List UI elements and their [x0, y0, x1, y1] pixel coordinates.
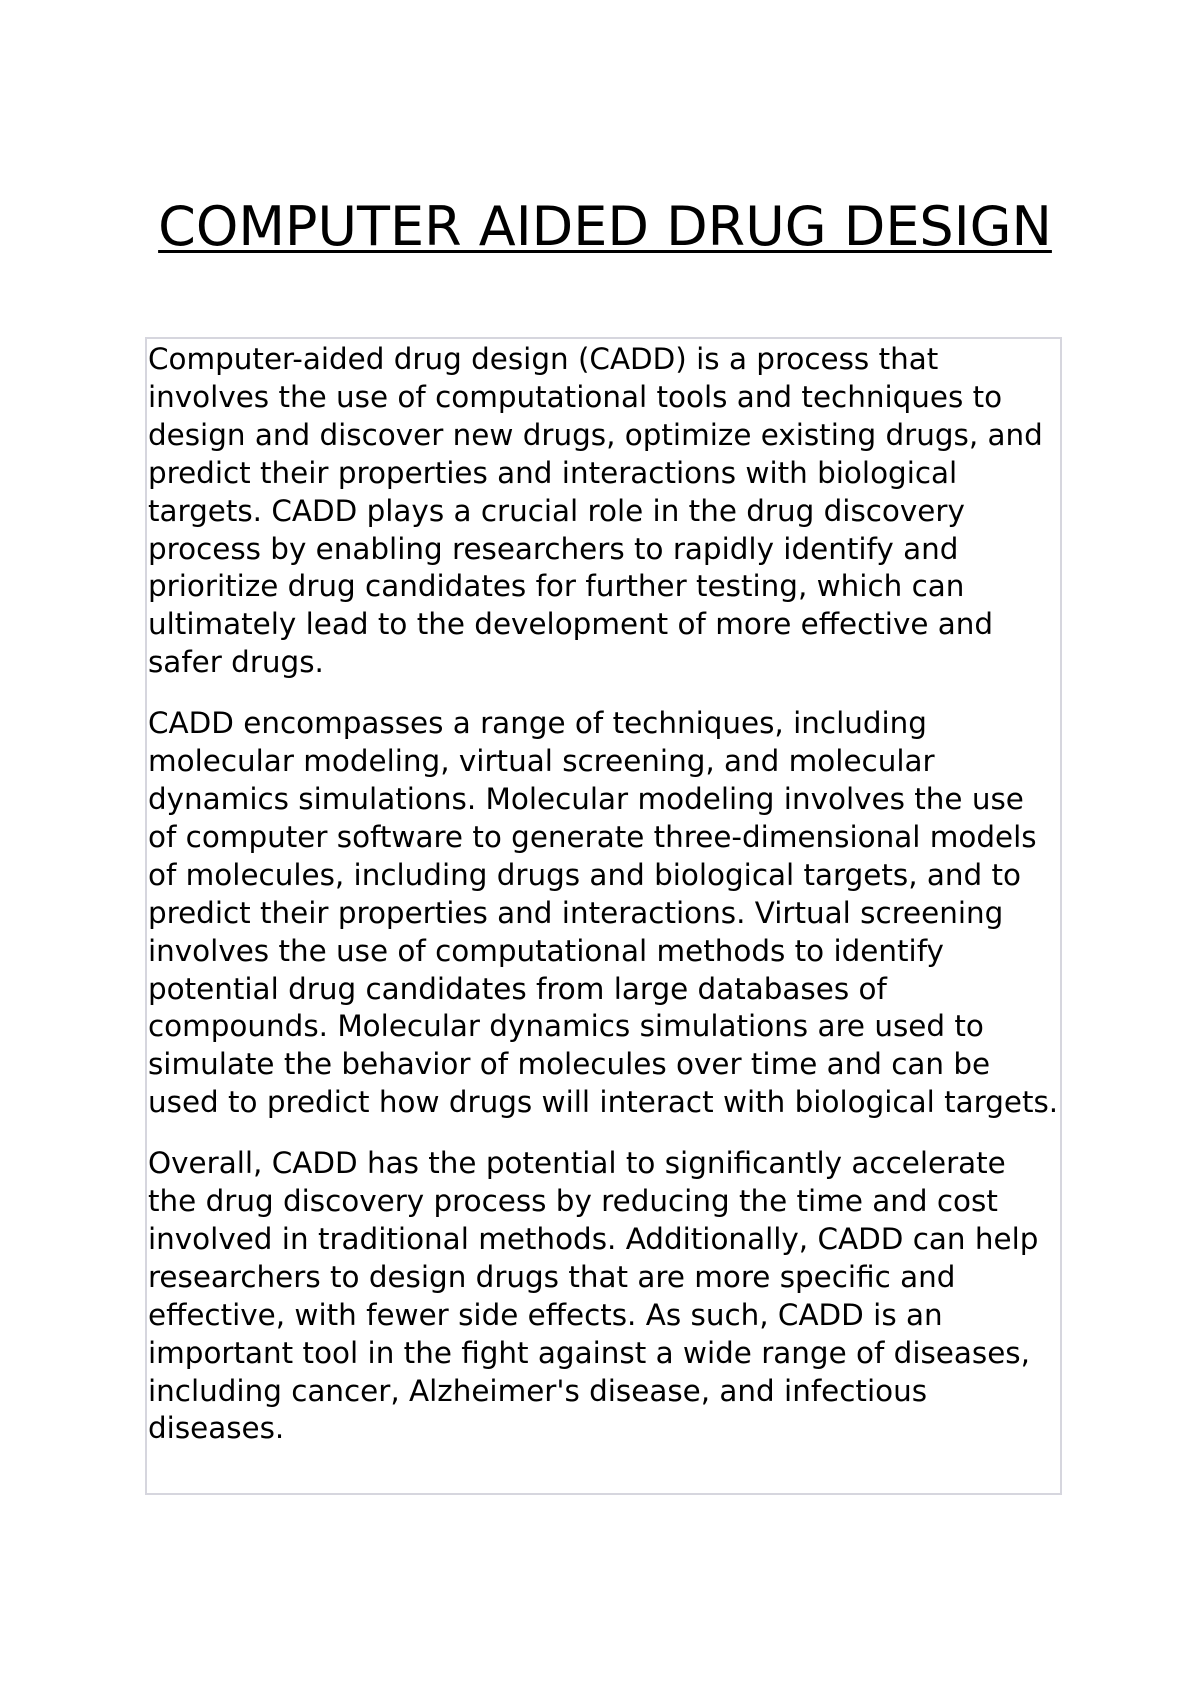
- paragraph-techniques: CADD encompasses a range of techniques, including molecular modeling, virtual screening, and molecular dynamics simulations. Molecular modeling involves the use of computer software to generate three-dimensional models of molecules, including drugs and biological targets, and to predict their properties and interactions. Virtual screening involves the use of computational methods to identify potential drug candidates from large databases of compounds. Molecular dynamics simulations are used to simulate the behavior of molecules over time and can be used to predict how drugs will interact with biological targets.: [148, 706, 1059, 1120]
- paragraph-intro: Computer-aided drug design (CADD) is a process that involves the use of computational tools and techniques to design and discover new drugs, optimize existing drugs, and predict their properties and interactions with biological targets. CADD plays a crucial role in the drug discovery process by enabling researchers to rapidly identify and prioritize drug candidates for further testing, which can ultimately lead to the development of more effective and safer drugs.: [148, 342, 1043, 680]
- paragraph-overall: Overall, CADD has the potential to significantly accelerate the drug discovery process by reducing the time and cost involved in traditional methods. Additionally, CADD can help researchers to design drugs that are more specific and effective, with fewer side effects. As such, CADD is an important tool in the fight against a wide range of diseases, including cancer, Alzheimer's disease, and infectious diseases.: [148, 1146, 1039, 1446]
- content-text-box: [145, 337, 1062, 1495]
- document-title: COMPUTER AIDED DRUG DESIGN: [158, 195, 1052, 258]
